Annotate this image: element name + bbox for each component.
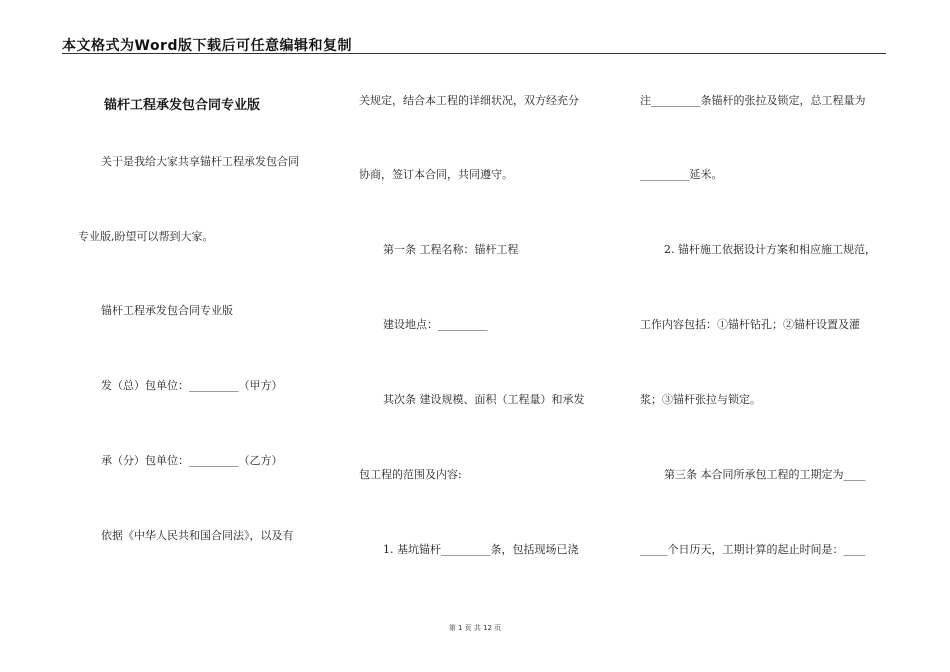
column1-line-1: 关于是我给大家共享锚杆工程承发包合同 bbox=[101, 155, 299, 168]
column2-line-6: 包工程的范围及内容: bbox=[359, 468, 462, 481]
column2-line-5: 其次条 建设规模、面积（工程量）和承发 bbox=[383, 393, 585, 406]
column2-line-1: 关规定，结合本工程的详细状况，双方经充分 bbox=[359, 94, 579, 107]
column3-line-5: 浆；③锚杆张拉与锁定。 bbox=[640, 393, 761, 406]
document-title: 锚杆工程承发包合同专业版 bbox=[104, 98, 261, 113]
column2-line-4: 建设地点：_________ bbox=[383, 318, 488, 331]
column1-line-3: 锚杆工程承发包合同专业版 bbox=[101, 304, 233, 317]
column3-line-3: 2. 锚杆施工依据设计方案和相应施工规范， bbox=[664, 243, 876, 256]
column2-line-3: 第一条 工程名称：锚杆工程 bbox=[383, 243, 519, 256]
header-divider bbox=[62, 53, 886, 54]
column1-line-6: 依据《中华人民共和国合同法》，以及有 bbox=[101, 529, 294, 542]
column3-line-7: _____个日历天，工期计算的起止时间是：____ bbox=[640, 543, 866, 556]
column3-line-6: 第三条 本合同所承包工程的工期定为____ bbox=[664, 468, 866, 481]
column1-line-2: 专业版,盼望可以帮到大家。 bbox=[78, 230, 214, 243]
column3-line-4: 工作内容包括：①锚杆钻孔；②锚杆设置及灌 bbox=[640, 318, 860, 331]
page-number: 第 1 页 共 12 页 bbox=[448, 624, 502, 632]
column3-line-1: 注_________条锚杆的张拉及锁定，总工程量为 bbox=[640, 94, 866, 107]
column3-line-2: _________延米。 bbox=[640, 168, 723, 181]
column1-line-4: 发（总）包单位：_________（甲方） bbox=[101, 379, 283, 392]
header-title: 本文格式为Word版下载后可任意编辑和复制 bbox=[62, 38, 352, 54]
column1-line-5: 承（分）包单位：_________（乙方） bbox=[101, 454, 283, 467]
column2-line-2: 协商，签订本合同，共同遵守。 bbox=[359, 168, 513, 181]
column2-line-7: 1. 基坑锚杆_________条，包括现场已浇 bbox=[383, 543, 579, 556]
